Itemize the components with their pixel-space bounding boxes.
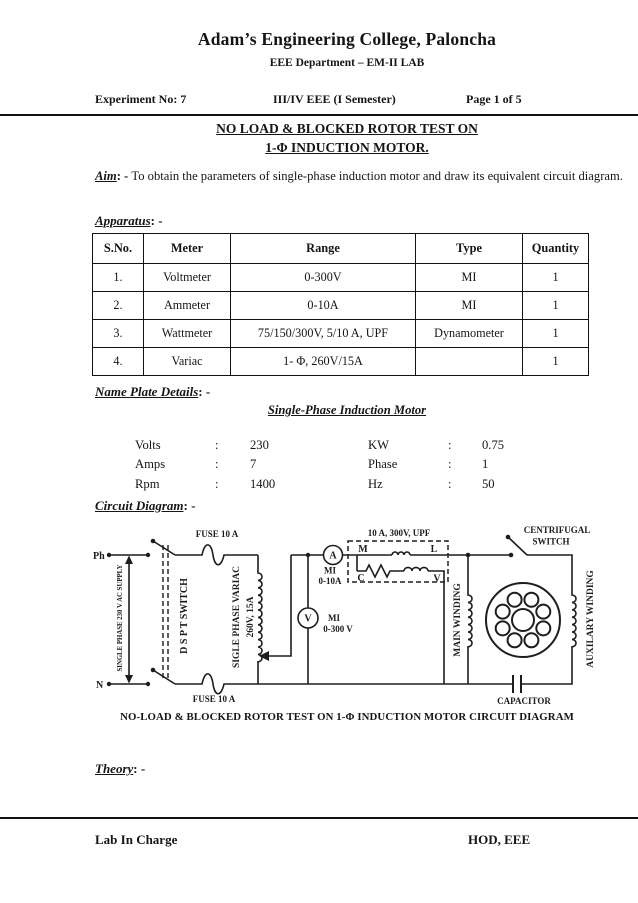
- cell-quantity: 1: [523, 348, 589, 376]
- title-line-1: NO LOAD & BLOCKED ROTOR TEST ON: [216, 121, 478, 136]
- cell-meter: Ammeter: [144, 292, 231, 320]
- main-winding: [466, 553, 472, 684]
- capacitor-label: CAPACITOR: [497, 696, 551, 706]
- fuse-bottom: [175, 674, 513, 694]
- np-value-rpm: 1400: [250, 476, 276, 491]
- fuse-bottom-label: FUSE 10 A: [192, 694, 236, 704]
- table-row: [93, 292, 589, 320]
- table-row: [93, 320, 589, 348]
- np-colon: :: [448, 438, 452, 452]
- dspt-switch-label: D S P T SWITCH: [179, 578, 190, 654]
- cell-sno: 1.: [93, 264, 144, 292]
- np-label-kw: KW: [368, 438, 389, 452]
- title-line-2: 1-Φ INDUCTION MOTOR.: [265, 139, 429, 155]
- cell-meter: Voltmeter: [144, 264, 231, 292]
- theory-heading-suffix: : -: [133, 761, 146, 776]
- cell-type: Dynamometer: [416, 320, 523, 348]
- dspt-switch: [151, 539, 175, 684]
- col-header-range: Range: [231, 234, 416, 264]
- table-row: [93, 348, 589, 376]
- cell-range: 0-300V: [231, 264, 416, 292]
- cell-quantity: 1: [523, 264, 589, 292]
- fuse-top-label: FUSE 10 A: [195, 529, 239, 539]
- experiment-number: Experiment No: 7: [95, 92, 187, 106]
- ammeter-type: MI: [324, 565, 336, 576]
- np-value-amps: 7: [250, 457, 257, 472]
- np-value-hz: 50: [482, 476, 495, 491]
- auxiliary-winding-label: AUXILARY WINDING: [586, 570, 596, 668]
- class-info: III/IV EEE (I Semester): [273, 92, 396, 106]
- col-header-quantity: Quantity: [523, 234, 589, 264]
- theory-heading-label: Theory: [95, 761, 134, 776]
- apparatus-heading-label: Apparatus: [95, 213, 151, 228]
- motor-subtitle: Single-Phase Induction Motor: [267, 403, 427, 417]
- name-plate-heading: [95, 384, 210, 400]
- aim-label: Aim: [95, 169, 117, 183]
- capacitor: [497, 675, 551, 706]
- wattmeter-terminal-c: C: [357, 573, 365, 584]
- cell-type: [416, 348, 523, 376]
- circuit-diagram-heading: [95, 498, 195, 514]
- apparatus-heading-suffix: : -: [150, 213, 163, 228]
- np-label-phase: Phase: [368, 457, 398, 472]
- wattmeter: [348, 528, 448, 684]
- experiment-title: [56, 120, 638, 157]
- table-row: [93, 264, 589, 292]
- footer-divider: [0, 817, 638, 819]
- table-header-row: [93, 234, 589, 264]
- cell-quantity: 1: [523, 292, 589, 320]
- cell-range: 0-10A: [231, 292, 416, 320]
- voltmeter-type: MI: [328, 613, 340, 623]
- cell-sno: 4.: [93, 348, 144, 376]
- wattmeter-terminal-m: M: [358, 544, 368, 555]
- centrifugal-switch: [506, 525, 591, 557]
- np-label-rpm: Rpm: [135, 476, 160, 491]
- cell-range: 75/150/300V, 5/10 A, UPF: [231, 320, 416, 348]
- main-winding-label: MAIN WINDING: [453, 583, 463, 657]
- auxiliary-winding: [521, 555, 576, 684]
- np-colon: :: [448, 476, 452, 491]
- cell-range: 1- Φ, 260V/15A: [231, 348, 416, 376]
- col-header-sno: S.No.: [93, 234, 144, 264]
- cell-sno: 3.: [93, 320, 144, 348]
- circuit-diagram: [0, 518, 638, 710]
- college-name: Adam’s Engineering College, Paloncha: [197, 29, 497, 49]
- col-header-type: Type: [416, 234, 523, 264]
- cell-sno: 2.: [93, 292, 144, 320]
- supply-terminals: [107, 553, 150, 686]
- centrifugal-switch-label-2: SWITCH: [532, 536, 570, 547]
- wattmeter-rating: 10 A, 300V, UPF: [367, 528, 431, 538]
- np-label-hz: Hz: [368, 476, 383, 491]
- cell-meter: Wattmeter: [144, 320, 231, 348]
- phase-terminal-label: Ph: [93, 551, 105, 562]
- circuit-caption: NO-LOAD & BLOCKED ROTOR TEST ON 1-Φ INDUCTION MOTOR CIRCUIT DIAGRAM: [120, 711, 574, 723]
- np-value-volts: 230: [250, 438, 269, 452]
- supply-label: SINGLE PHASE 230 V AC SUPPLY: [117, 564, 124, 672]
- aim-suffix: : -: [116, 169, 132, 183]
- fuse-top: [175, 545, 258, 565]
- header-divider: [0, 114, 638, 116]
- wattmeter-terminal-v: V: [433, 573, 441, 585]
- voltmeter-symbol: V: [304, 613, 312, 625]
- np-value-phase: 1: [482, 457, 489, 472]
- hod-label: HOD, EEE: [468, 832, 531, 847]
- np-value-kw: 0.75: [482, 438, 505, 452]
- cell-quantity: 1: [523, 320, 589, 348]
- apparatus-table: [92, 233, 589, 376]
- aim-text: To obtain the parameters of single-phase induction motor and draw its equivalent circuit diagram.: [131, 169, 623, 183]
- np-colon: :: [215, 476, 219, 491]
- name-plate-heading-label: Name Plate Details: [95, 384, 199, 399]
- ammeter-range: 0-10A: [318, 576, 342, 586]
- rotor: [486, 583, 560, 657]
- variac-label-1: SIGLE PHASE VARIAC: [232, 565, 242, 669]
- np-label-amps: Amps: [135, 457, 166, 472]
- voltmeter-range: 0-300 V: [323, 624, 353, 634]
- cell-type: MI: [416, 264, 523, 292]
- department-line: EEE Department – EM-II LAB: [269, 57, 425, 69]
- lab-in-charge-label: Lab In Charge: [95, 832, 178, 847]
- apparatus-heading: [95, 213, 163, 229]
- page-number: Page 1 of 5: [466, 92, 522, 106]
- variac-label-2: 260V, 15A: [246, 596, 256, 638]
- ammeter: [319, 546, 343, 587]
- ammeter-symbol: A: [329, 550, 337, 562]
- circuit-heading-label: Circuit Diagram: [95, 498, 184, 513]
- circuit-heading-suffix: : -: [183, 498, 196, 513]
- variac: [258, 555, 291, 684]
- wattmeter-terminal-l: L: [430, 544, 438, 555]
- name-plate-heading-suffix: : -: [198, 384, 211, 399]
- np-colon: :: [448, 457, 452, 472]
- cell-type: MI: [416, 292, 523, 320]
- aim-paragraph: [95, 166, 638, 186]
- centrifugal-switch-label-1: CENTRIFUGAL: [523, 525, 591, 535]
- np-colon: :: [215, 438, 219, 452]
- theory-heading: [95, 761, 145, 777]
- cell-meter: Variac: [144, 348, 231, 376]
- np-label-volts: Volts: [135, 438, 161, 452]
- col-header-meter: Meter: [144, 234, 231, 264]
- name-plate-values: [135, 436, 555, 494]
- neutral-terminal-label: N: [96, 680, 104, 691]
- np-colon: :: [215, 457, 219, 472]
